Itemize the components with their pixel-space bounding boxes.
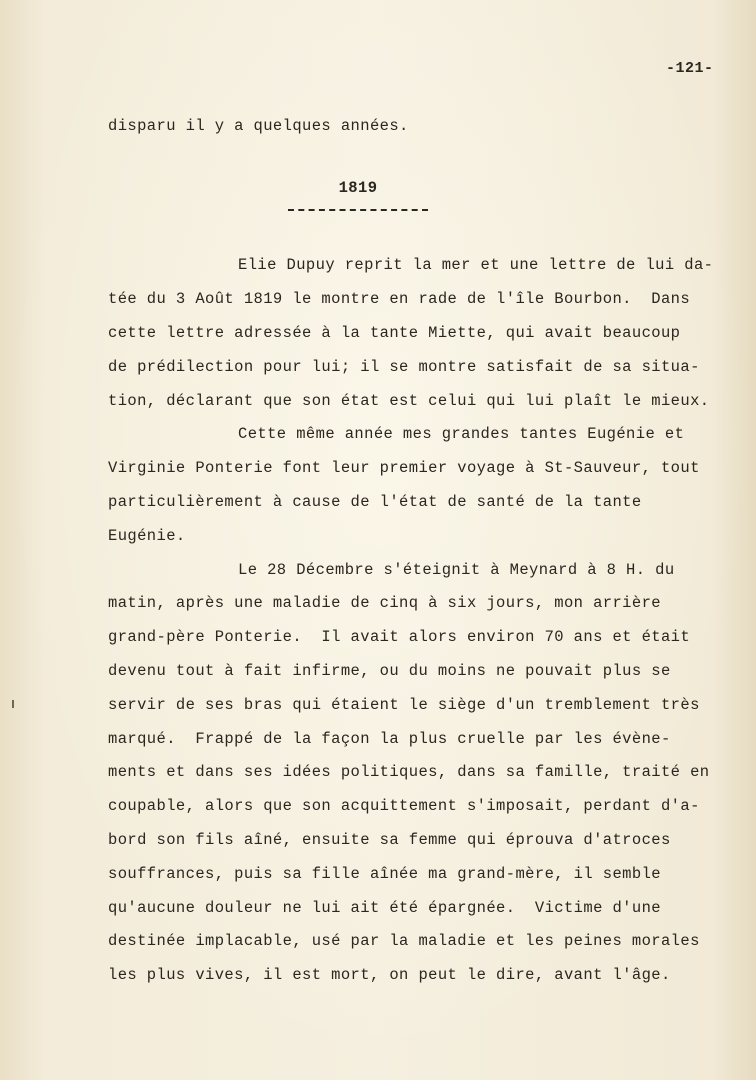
text-line: grand-père Ponterie. Il avait alors environ 70 ans et était xyxy=(108,628,691,647)
text-line: Elie Dupuy reprit la mer et une lettre de lui da- xyxy=(238,256,714,275)
text-line: Virginie Ponterie font leur premier voyage à St-Sauveur, tout xyxy=(108,459,700,478)
text-line: matin, après une maladie de cinq à six jours, mon arrière xyxy=(108,594,661,613)
text-line: particulièrement à cause de l'état de santé de la tante xyxy=(108,492,642,511)
text-line: bord son fils aîné, ensuite sa femme qui éprouva d'atroces xyxy=(108,830,671,849)
text-line: cette lettre adressée à la tante Miette, qui avait beaucoup xyxy=(108,323,681,342)
text-line: servir de ses bras qui étaient le siège d'un tremblement très xyxy=(108,695,700,714)
text-line: coupable, alors que son acquittement s'imposait, perdant d'a- xyxy=(108,797,700,816)
text-line: tée du 3 Août 1819 le montre en rade de l'île Bourbon. Dans xyxy=(108,290,691,309)
text-line: Eugénie. xyxy=(108,526,186,545)
text-line: destinée implacable, usé par la maladie et les peines morales xyxy=(108,932,700,951)
continuation-line: disparu il y a quelques années. xyxy=(108,117,409,135)
text-line: de prédilection pour lui; il se montre satisfait de sa situa- xyxy=(108,357,700,376)
section-heading xyxy=(108,170,608,212)
paragraph-3 xyxy=(108,554,738,993)
page-number: -121- xyxy=(666,60,714,77)
ink-mark xyxy=(12,700,14,708)
paragraph-2 xyxy=(108,418,738,553)
text-line: tion, déclarant que son état est celui qui lui plaît le mieux. xyxy=(108,391,710,410)
text-line: Cette même année mes grandes tantes Eugénie et xyxy=(238,425,685,444)
text-line: les plus vives, il est mort, on peut le dire, avant l'âge. xyxy=(108,966,671,985)
text-line: Le 28 Décembre s'éteignit à Meynard à 8 H. du xyxy=(238,560,675,579)
text-line: marqué. Frappé de la façon la plus cruelle par les évène- xyxy=(108,729,671,748)
text-line: qu'aucune douleur ne lui ait été épargnée. Victime d'une xyxy=(108,898,661,917)
text-line: ments et dans ses idées politiques, dans sa famille, traité en xyxy=(108,763,710,782)
text-line: devenu tout à fait infirme, ou du moins ne pouvait plus se xyxy=(108,661,671,680)
page-body xyxy=(108,110,738,993)
paragraph-1 xyxy=(108,249,738,418)
year-heading: 1819 xyxy=(338,178,378,197)
spacer xyxy=(108,211,738,249)
text-line: souffrances, puis sa fille aînée ma grand-mère, il semble xyxy=(108,864,661,883)
